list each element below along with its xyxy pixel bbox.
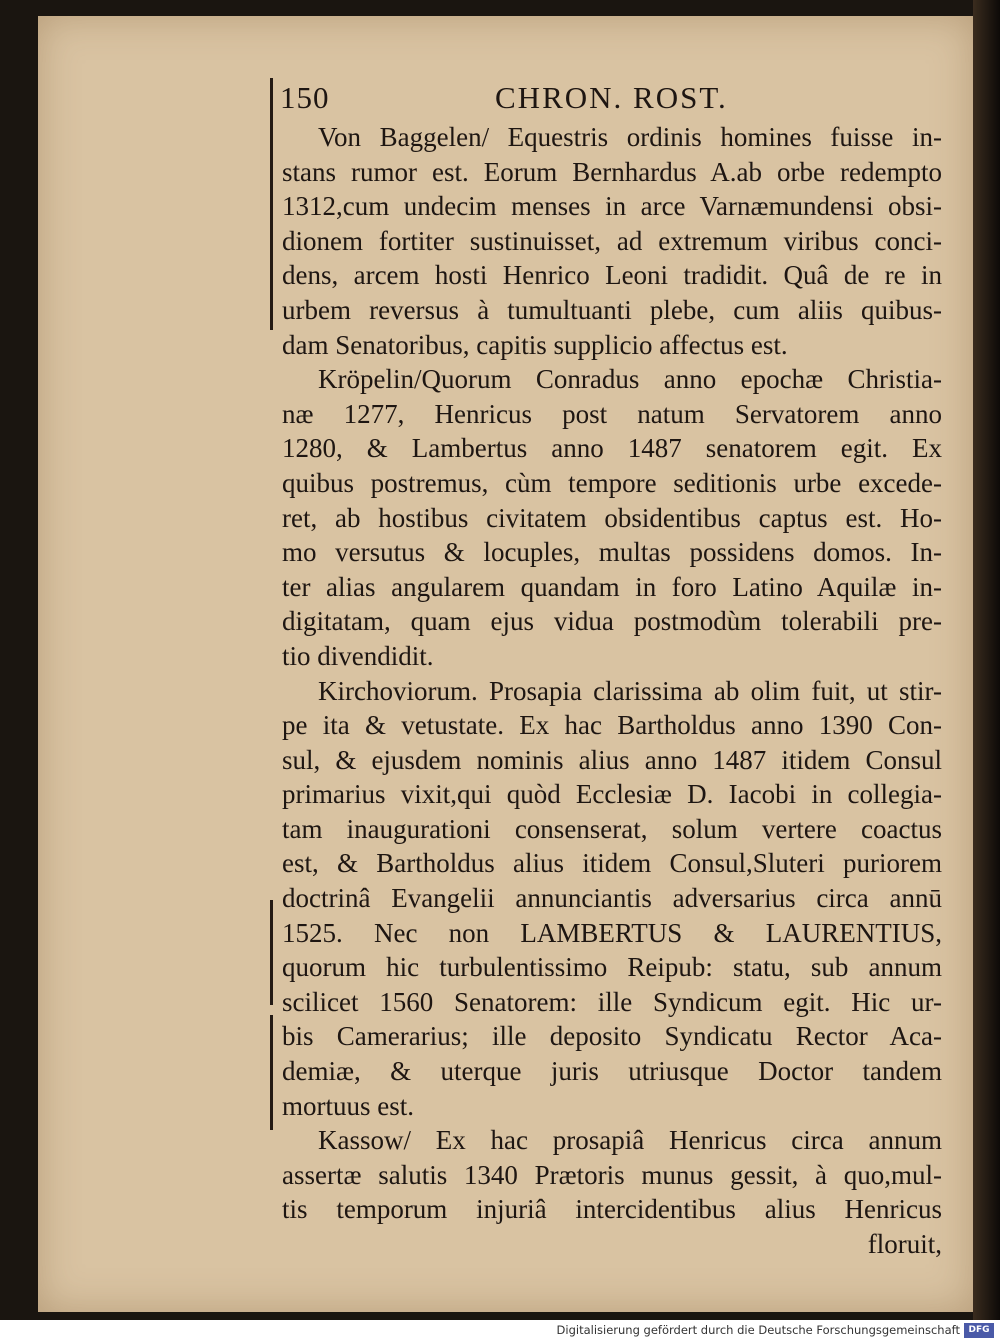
- text-line: primarius vixit,qui quòd Ecclesiæ D. Iacobi in collegia-: [282, 779, 942, 810]
- text-line: dens, arcem hosti Henrico Leoni tradidit. Quâ de re in: [282, 260, 942, 291]
- text-line: scilicet 1560 Senatorem: ille Syndicum egit. Hic ur-: [282, 986, 942, 1017]
- text-line: quibus postremus, cùm tempore seditionis urbe excede-: [282, 467, 942, 498]
- text-line: demiæ, & uterque juris utriusque Doctor tandem: [282, 1056, 942, 1087]
- text-line: assertæ salutis 1340 Prætoris munus gessit, à quo,mul-: [282, 1159, 942, 1190]
- text-line: dam Senatoribus, capitis supplicio affectus est.: [282, 329, 788, 360]
- text-line: doctrinâ Evangelii annunciantis adversarius circa annū: [282, 883, 942, 914]
- text-line: tio divendidit.: [282, 640, 434, 671]
- page-number: 150: [280, 80, 330, 115]
- catchword: floruit,: [867, 1229, 942, 1259]
- text-line: 1312,cum undecim menses in arce Varnæmundensi obsi-: [282, 191, 942, 222]
- text-line: mortuus est.: [282, 1090, 414, 1121]
- text-line: næ 1277, Henricus post natum Servatorem anno: [282, 398, 942, 429]
- text-line: tam inaugurationi consenserat, solum vertere coactus: [282, 813, 942, 844]
- text-line: ter alias angularem quandam in foro Latino Aquilæ in-: [282, 571, 942, 602]
- text-line: dionem fortiter sustinuisset, ad extremum viribus conci-: [282, 225, 942, 256]
- text-line: digitatam, quam ejus vidua postmodùm tolerabili pre-: [282, 606, 942, 637]
- text-line: mo versutus & locuples, multas possidens domos. In-: [282, 537, 942, 568]
- text-line: Kirchoviorum. Prosapia clarissima ab olim fuit, ut stir-: [318, 675, 942, 706]
- margin-line: [270, 78, 273, 330]
- page-header: [280, 80, 960, 120]
- text-line: ret, ab hostibus civitatem obsidentibus captus est. Ho-: [282, 502, 942, 533]
- footer-credit: Digitalisierung gefördert durch die Deutsche Forschungsgemeinschaft: [556, 1323, 960, 1337]
- text-line: urbem reversus à tumultuanti plebe, cum aliis quibus-: [282, 294, 942, 325]
- text-line: quorum hic turbulentissimo Reipub: statu, sub annum: [282, 952, 942, 983]
- running-head: CHRON. ROST.: [495, 80, 728, 115]
- text-line: 1280, & Lambertus anno 1487 senatorem egit. Ex: [282, 433, 942, 464]
- text-line: Kassow/ Ex hac prosapiâ Henricus circa annum: [318, 1125, 942, 1156]
- text-line: Kröpelin/Quorum Conradus anno epochæ Christia-: [318, 364, 942, 395]
- margin-line: [270, 900, 273, 1005]
- text-line: Von Baggelen/ Equestris ordinis homines fuisse in-: [318, 122, 942, 152]
- body-text: [282, 120, 942, 1262]
- text-line: pe ita & vetustate. Ex hac Bartholdus anno 1390 Con-: [282, 710, 942, 741]
- page-edge: [973, 0, 1000, 1320]
- footer-bar: [0, 1320, 1000, 1342]
- text-line: 1525. Nec non LAMBERTUS & LAURENTIUS,: [282, 917, 942, 948]
- dfg-logo: DFG: [964, 1323, 994, 1338]
- margin-line: [270, 1015, 273, 1130]
- text-line: stans rumor est. Eorum Bernhardus A.ab orbe redempto: [282, 156, 942, 187]
- text-line: sul, & ejusdem nominis alius anno 1487 itidem Consul: [282, 744, 942, 775]
- text-line: bis Camerarius; ille deposito Syndicatu Rector Aca-: [282, 1021, 942, 1052]
- text-line: tis temporum injuriâ intercidentibus alius Henricus: [282, 1194, 942, 1225]
- text-line: est, & Bartholdus alius itidem Consul,Sluteri puriorem: [282, 848, 942, 879]
